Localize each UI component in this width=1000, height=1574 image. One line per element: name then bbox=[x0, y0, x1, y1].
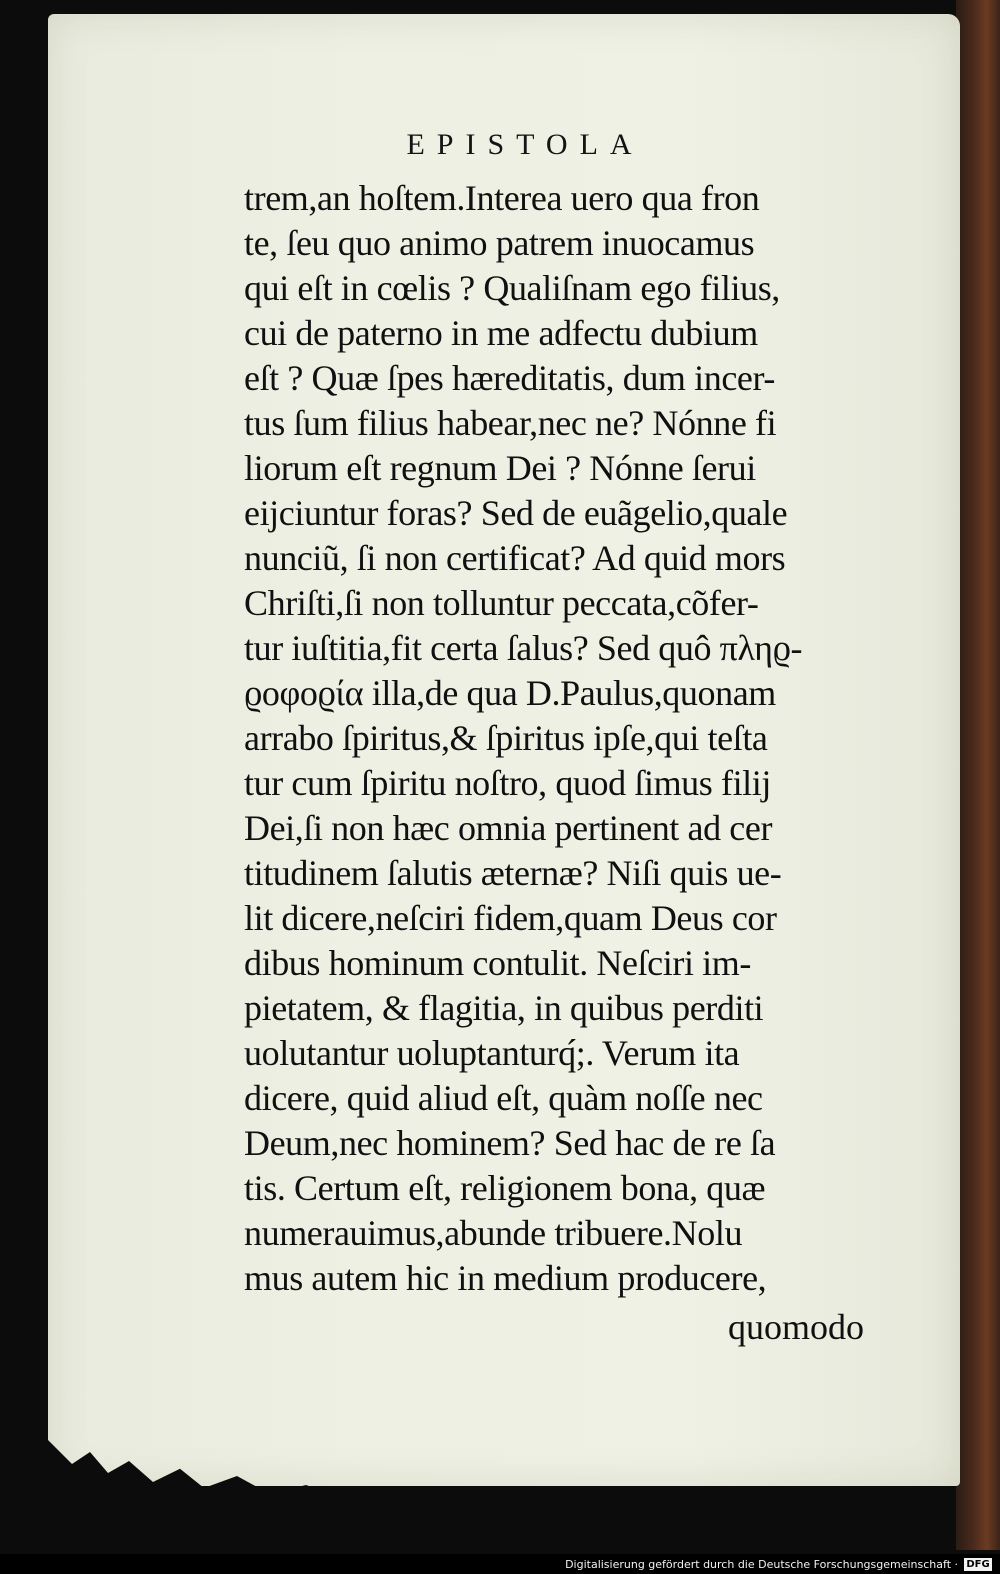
text-line: eijciuntur foras? Sed de euãgelio,quale bbox=[244, 493, 788, 533]
text-line: te, ſeu quo animo patrem inuocamus bbox=[244, 223, 755, 263]
book-binding-edge bbox=[956, 0, 1000, 1550]
text-line: liorum eſt regnum Dei ? Nónne ſerui bbox=[244, 448, 756, 488]
text-line: uolutantur uoluptanturq́;. Verum ita bbox=[244, 1033, 740, 1073]
text-line: dicere, quid aliud eſt, quàm noſſe nec bbox=[244, 1078, 763, 1118]
text-line: tur cum ſpiritu noſtro, quod ſimus filij bbox=[244, 763, 771, 803]
text-line: qui eſt in cœlis ? Qualiſnam ego filius, bbox=[244, 268, 780, 308]
running-header: EPISTOLA bbox=[406, 128, 644, 161]
body-text bbox=[244, 176, 904, 1301]
text-line: numerauimus,abunde tribuere.Nolu bbox=[244, 1213, 743, 1253]
text-line: tus ſum filius habear,nec ne? Nónne fi bbox=[244, 403, 777, 443]
text-line: Dei,ſi non hæc omnia pertinent ad cer bbox=[244, 808, 773, 848]
text-line: tis. Certum eſt, religionem bona, quæ bbox=[244, 1168, 766, 1208]
text-line: mus autem hic in medium producere, bbox=[244, 1258, 767, 1298]
catchword: quomodo bbox=[728, 1307, 865, 1347]
dfg-logo: DFG bbox=[964, 1558, 992, 1571]
text-line: Deum,nec hominem? Sed hac de re ſa bbox=[244, 1123, 776, 1163]
text-line: nunciũ, ſi non certificat? Ad quid mors bbox=[244, 538, 786, 578]
text-line: Chriſti,ſi non tolluntur peccata,cõfer- bbox=[244, 583, 759, 623]
text-line: titudinem ſalutis æternæ? Niſi quis ue- bbox=[244, 853, 782, 893]
text-line: lit dicere,neſciri fidem,quam Deus cor bbox=[244, 898, 777, 938]
text-line: pietatem, & flagitia, in quibus perditi bbox=[244, 988, 764, 1028]
text-line: trem,an hoſtem.Interea uero qua fron bbox=[244, 178, 760, 218]
text-line: dibus hominum contulit. Neſciri im- bbox=[244, 943, 751, 983]
text-line: eſt ? Quæ ſpes hæreditatis, dum incer- bbox=[244, 358, 775, 398]
funding-notice: Digitalisierung gefördert durch die Deutsche Forschungsgemeinschaft · bbox=[565, 1558, 958, 1571]
text-line: tur iuſtitia,fit certa ſalus? Sed quô πληϱ- bbox=[244, 628, 803, 668]
text-line: cui de paterno in me adfectu dubium bbox=[244, 313, 758, 353]
text-line: arrabo ſpiritus,& ſpiritus ipſe,qui teſta bbox=[244, 718, 768, 758]
text-line: ϱοφοϱία illa,de qua D.Paulus,quonam bbox=[244, 673, 776, 713]
footer-bar bbox=[0, 1554, 1000, 1574]
